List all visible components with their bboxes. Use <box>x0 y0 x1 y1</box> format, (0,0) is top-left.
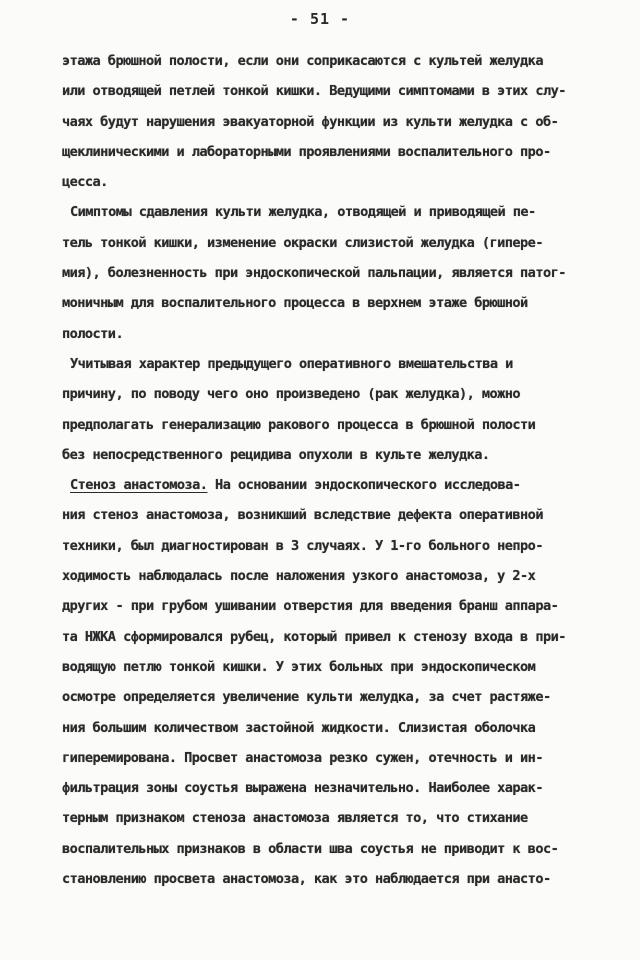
text-line: мия), болезненность при эндоскопической пальпации, является патог- <box>62 265 566 282</box>
text-line: или отводящей петлей тонкой кишки. Ведущими симптомами в этих слу- <box>62 83 566 100</box>
text-line: причину, по поводу чего оно произведено (рак желудка), можно <box>62 386 521 403</box>
text-line: моничным для воспалительного процесса в верхнем этаже брюшной <box>62 295 528 312</box>
page-number: - 51 - <box>289 10 351 28</box>
text-line: щеклиническими и лабораторными проявлениями воспалительного про- <box>62 143 551 160</box>
text-line: водящую петлю тонкой кишки. У этих больных при эндоскопическом <box>62 658 536 675</box>
text-line: Симптомы сдавления культи желудка, отводящей и приводящей пе- <box>70 204 536 221</box>
text-line: осмотре определяется увеличение культи желудка, за счет растяже- <box>62 689 551 706</box>
text-segment: На основании эндоскопического исследова- <box>207 477 521 494</box>
section-heading-stenosis: Стеноз анастомоза. <box>70 477 208 494</box>
text-line: предполагать генерализацию ракового процесса в брюшной полости <box>62 416 536 433</box>
text-line: ходимость наблюдалась после наложения узкого анастомоза, у 2-х <box>62 568 536 585</box>
text-line: Учитывая характер предыдущего оперативного вмешательства и <box>70 355 513 372</box>
text-line: фильтрация зоны соустья выражена незначительно. Наиболее харак- <box>62 780 543 797</box>
text-line: других - при грубом ушивании отверстия для введения бранш аппара- <box>62 598 559 615</box>
text-line: этажа брюшной полости, если они соприкасаются с культей желудка <box>62 53 543 69</box>
text-line: гиперемирована. Просвет анастомоза резко сужен, отечность и ин- <box>62 749 543 766</box>
text-line: тель тонкой кишки, изменение окраски слизистой желудка (гипере- <box>62 234 543 251</box>
text-line: ния стеноз анастомоза, возникший вследствие дефекта оперативной <box>62 507 543 524</box>
text-line: цесса. <box>62 174 108 191</box>
text-line: чаях будут нарушения эвакуаторной функции из культи желудка с об- <box>62 113 559 130</box>
text-line: та НЖКА сформировался рубец, который привел к стенозу входа в при- <box>62 628 566 645</box>
text-line: терным признаком стеноза анастомоза является то, что стихание <box>62 810 528 827</box>
stenosis-paragraph-first-line <box>62 470 614 500</box>
text-line: ния большим количеством застойной жидкости. Слизистая оболочка <box>62 719 536 736</box>
text-line: без непосредственного рецидива опухоли в культе желудка. <box>62 446 490 463</box>
body-text <box>62 46 614 894</box>
text-line: воспалительных признаков в области шва соустья не приводит к вос- <box>62 840 559 857</box>
text-line: техники, был диагностирован в 3 случаях. У 1-го больного непро- <box>62 537 543 554</box>
text-line: становлению просвета анастомоза, как это наблюдается при анасто- <box>62 871 551 888</box>
text-line: полости. <box>62 325 124 342</box>
